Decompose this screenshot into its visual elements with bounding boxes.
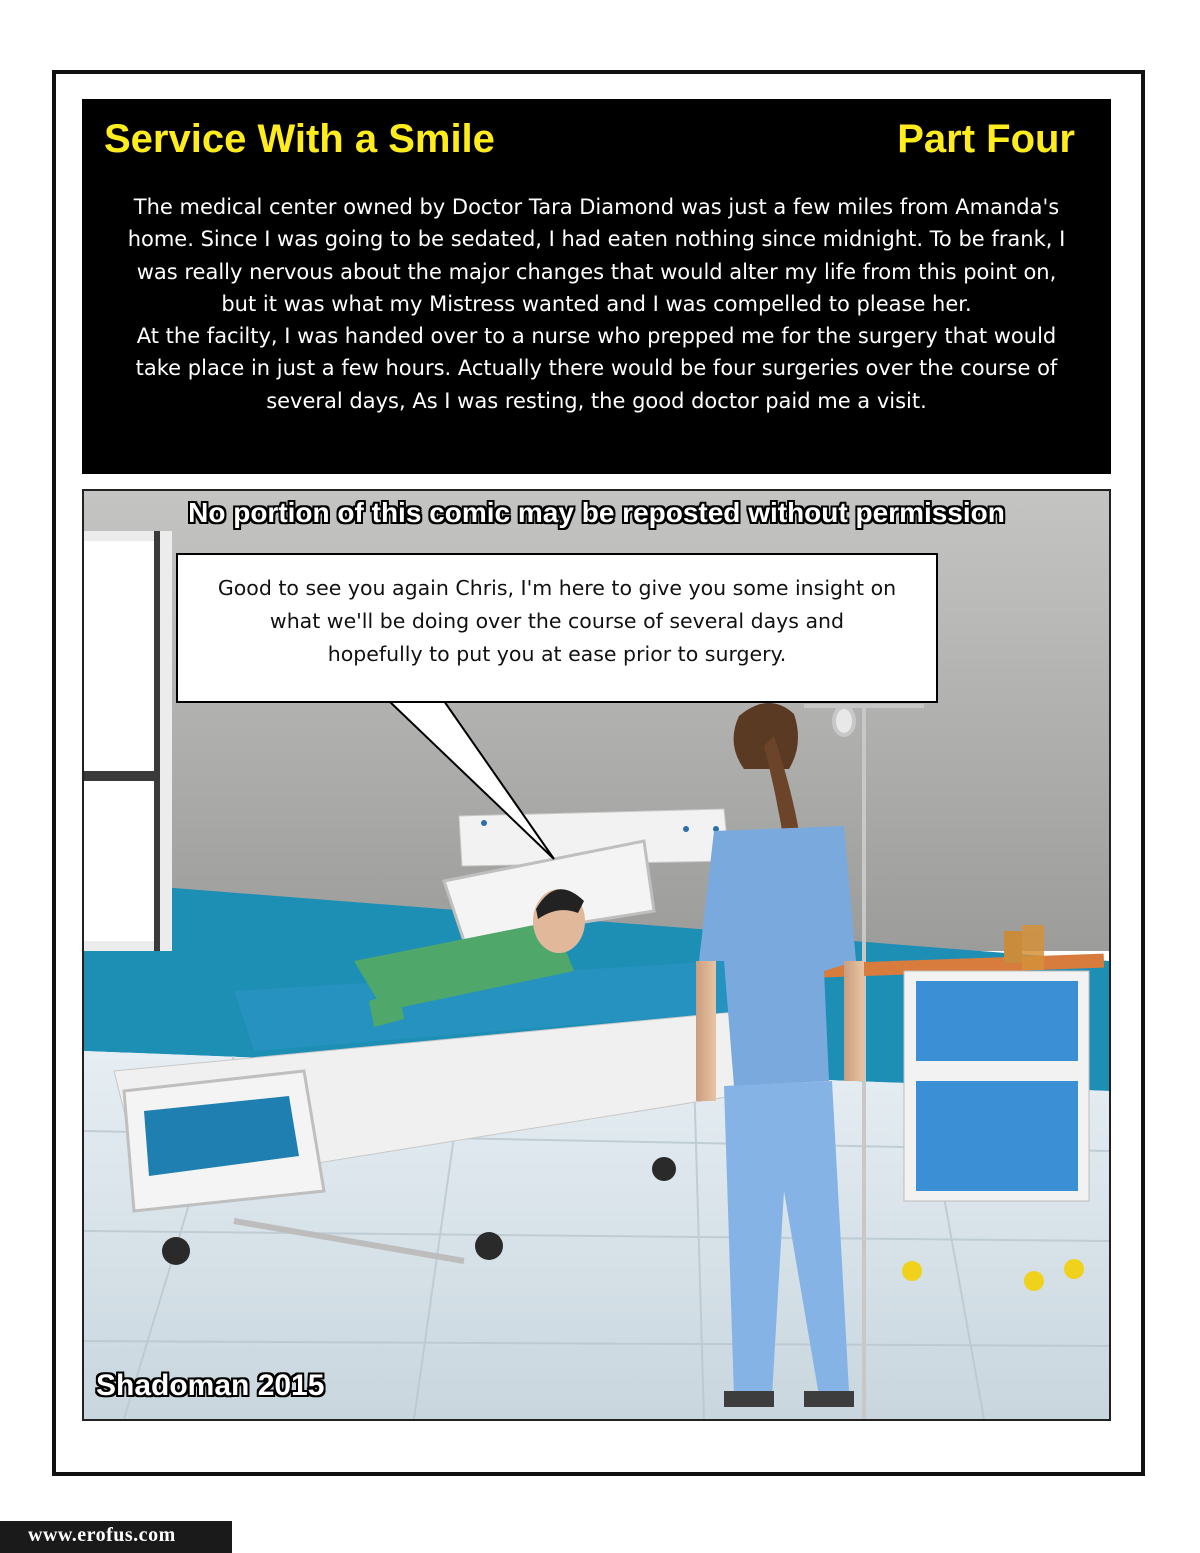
speech-line: Good to see you again Chris, I'm here to give you some insight on — [217, 576, 897, 600]
part-title: Part Four — [897, 117, 1075, 161]
copyright-notice: No portion of this comic may be reposted without permission — [188, 497, 1005, 528]
site-watermark[interactable]: www.erofus.com — [28, 1524, 176, 1546]
narration-text — [96, 191, 1097, 417]
narration-line: home. Since I was going to be sedated, I had eaten nothing since midnight. To be frank, I — [127, 227, 1066, 252]
narration-line: was really nervous about the major changes that would alter my life from this point on, — [136, 259, 1057, 284]
story-title: Service With a Smile — [104, 117, 495, 161]
narration-line: several days, As I was resting, the good doctor paid me a visit. — [266, 388, 927, 413]
narration-line: but it was what my Mistress wanted and I was compelled to please her. — [221, 291, 972, 316]
comic-panel — [82, 489, 1111, 1421]
artist-signature: Shadoman 2015 — [96, 1369, 325, 1402]
narration-line: take place in just a few hours. Actually there would be four surgeries over the course of — [135, 356, 1058, 381]
narration-line: At the facilty, I was handed over to a nurse who prepped me for the surgery that would — [136, 324, 1057, 349]
speech-bubble — [176, 553, 938, 703]
caption-box — [82, 99, 1111, 474]
narration-line: The medical center owned by Doctor Tara Diamond was just a few miles from Amanda's — [133, 195, 1060, 219]
window — [84, 531, 172, 951]
speech-line: what we'll be doing over the course of several days and — [269, 609, 845, 633]
speech-line: hopefully to put you at ease prior to surgery. — [327, 642, 787, 666]
